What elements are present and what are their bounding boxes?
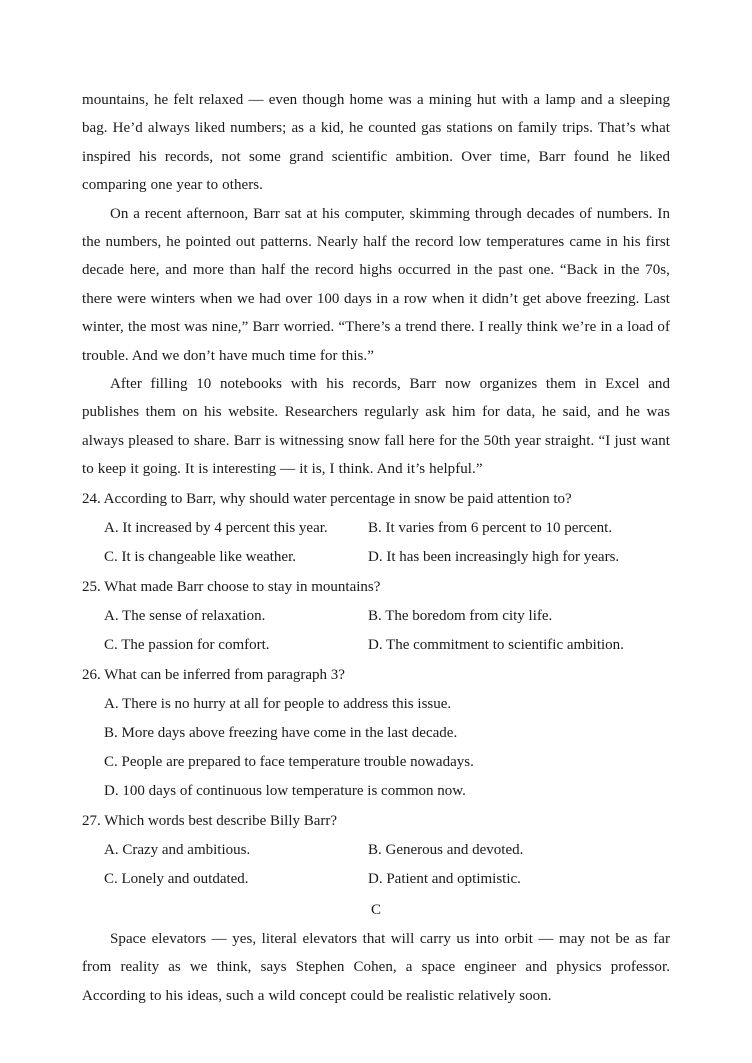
option-text: C. It is changeable like weather. xyxy=(104,548,297,565)
question-25-options-row-2 xyxy=(82,631,670,660)
question-24 xyxy=(82,485,670,572)
question-24-option-c[interactable] xyxy=(82,543,368,572)
question-24-option-d[interactable] xyxy=(368,543,670,572)
option-text: A. It increased by 4 percent this year. xyxy=(104,519,328,536)
question-27-option-c[interactable] xyxy=(82,865,368,894)
question-27-option-d[interactable] xyxy=(368,865,670,894)
section-letter-c: C xyxy=(370,901,381,918)
question-24-option-b[interactable] xyxy=(368,514,670,543)
option-text: B. The boredom from city life. xyxy=(368,607,553,624)
option-text: B. It varies from 6 percent to 10 percent. xyxy=(368,519,613,536)
question-25-option-d[interactable] xyxy=(368,631,670,660)
option-text: C. The passion for comfort. xyxy=(104,636,270,653)
paragraph-recent-afternoon: On a recent afternoon, Barr sat at his computer, skimming through decades of numbers. In the numbers, he pointed out patterns. Nearly half the record low temperatures came in his first decade here, and more than half the record highs occurred in the past one. “Back in the 70s, there were winters when we had over 100 days in a row when it didn’t get above freezing. Last winter, the most was nine,” Barr worried. “There’s a trend there. I really think we’re in a load of trouble. And we don’t have much time for this.” xyxy=(82,205,670,364)
question-26-option-c[interactable] xyxy=(104,748,670,777)
question-26-options xyxy=(82,690,670,806)
question-25-option-b[interactable] xyxy=(368,602,670,631)
question-25-stem: 25. What made Barr choose to stay in mountains? xyxy=(82,578,381,595)
question-27 xyxy=(82,807,670,894)
question-26-stem: 26. What can be inferred from paragraph 3? xyxy=(82,666,345,683)
question-27-option-b[interactable] xyxy=(368,836,670,865)
paragraph-space-elevators: Space elevators — yes, literal elevators that will carry us into orbit — may not be as far from reality as we think, says Stephen Cohen, a space engineer and physics professor. According to his ideas, such a wild concept could be realistic relatively soon. xyxy=(82,930,670,1004)
paragraph-continued: mountains, he felt relaxed — even though home was a mining hut with a lamp and a sleeping bag. He’d always liked numbers; as a kid, he counted gas stations on family trips. That’s what inspired his records, not some grand scientific ambition. Over time, Barr found he liked comparing one year to others. xyxy=(82,92,670,194)
option-text: D. Patient and optimistic. xyxy=(368,870,521,887)
question-24-option-a[interactable] xyxy=(82,514,368,543)
question-24-stem: 24. According to Barr, why should water percentage in snow be paid attention to? xyxy=(82,490,572,507)
option-text: D. 100 days of continuous low temperature is common now. xyxy=(104,782,466,799)
question-26-option-b[interactable] xyxy=(104,719,670,748)
option-text: A. There is no hurry at all for people to address this issue. xyxy=(104,695,452,712)
option-text: D. It has been increasingly high for years. xyxy=(368,548,620,565)
question-27-options-row-1 xyxy=(82,836,670,865)
question-25 xyxy=(82,573,670,660)
option-text: A. Crazy and ambitious. xyxy=(104,841,251,858)
question-24-options-row-2 xyxy=(82,543,670,572)
option-text: C. People are prepared to face temperature trouble nowadays. xyxy=(104,753,474,770)
document-page xyxy=(82,86,670,1010)
question-26-option-a[interactable] xyxy=(104,690,670,719)
option-text: C. Lonely and outdated. xyxy=(104,870,249,887)
question-26-option-d[interactable] xyxy=(104,777,670,806)
paragraph-notebooks: After filling 10 notebooks with his records, Barr now organizes them in Excel and publishes them on his website. Researchers regularly ask him for data, he said, and he was always pleased to share. Barr is witnessing snow fall here for the 50th year straight. “I just want to keep it going. It is interesting — it is, I think. And it’s helpful.” xyxy=(82,376,670,478)
question-27-stem: 27. Which words best describe Billy Barr? xyxy=(82,812,338,829)
question-25-option-a[interactable] xyxy=(82,602,368,631)
option-text: B. Generous and devoted. xyxy=(368,841,524,858)
question-25-option-c[interactable] xyxy=(82,631,368,660)
question-25-options-row-1 xyxy=(82,602,670,631)
question-26 xyxy=(82,661,670,806)
option-text: D. The commitment to scientific ambition. xyxy=(368,636,624,653)
question-27-option-a[interactable] xyxy=(82,836,368,865)
question-24-options-row-1 xyxy=(82,514,670,543)
option-text: B. More days above freezing have come in the last decade. xyxy=(104,724,458,741)
question-27-options-row-2 xyxy=(82,865,670,894)
option-text: A. The sense of relaxation. xyxy=(104,607,266,624)
